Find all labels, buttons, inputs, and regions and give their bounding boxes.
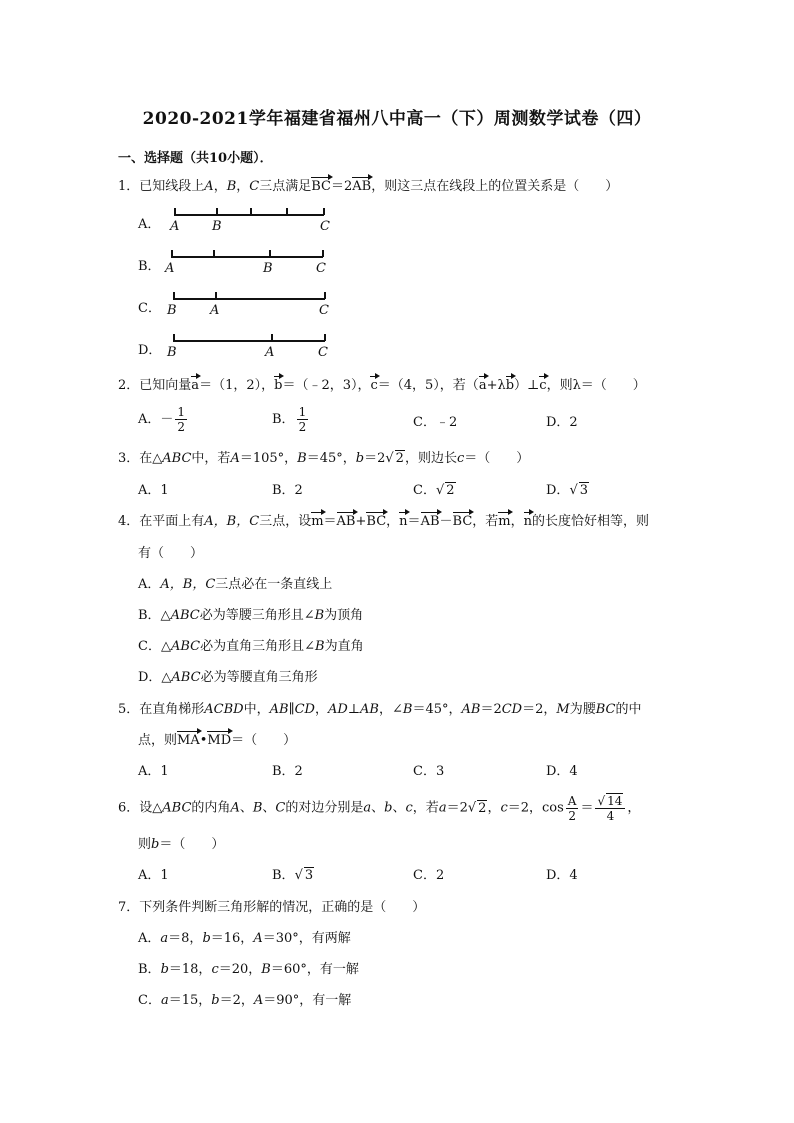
q2-option-d: D．2 [546, 415, 578, 430]
q3-option-b: B．2 [272, 483, 303, 498]
q7-option-a: A．a＝8，b＝16，A＝30°，有两解 [138, 931, 351, 946]
q5-option-a: A．1 [138, 764, 169, 779]
question-6: 6．设△ABC的内角A、B、C的对边分别是a、b、c，若a＝2√ 2，c＝2，cos $\frac{A}{2}$ ＝ $\frac{√ 14}{4}$ ， [118, 793, 641, 823]
q4-option-b: B．△ABC必为等腰三角形且∠B为顶角 [138, 608, 364, 623]
q6-option-d: D．4 [546, 868, 578, 883]
q6-option-a: A．1 [138, 868, 169, 883]
q1-option-d-diagram [167, 331, 337, 361]
question-4: 4．在平面上有A，B，C三点，设m＝AB+BC，n＝AB－BC，若m，n的长度恰好相等，则 [118, 514, 650, 529]
q2-option-a: A．－ $\frac{1}{2}$ [138, 405, 186, 434]
q3-option-a: A．1 [138, 483, 169, 498]
question-2: 2．已知向量a＝（1，2），b＝（﹣2，3），c＝（4，5），若（a+λb）⊥c，则λ＝（ ） [118, 378, 646, 393]
q1-option-c-label: C． [138, 301, 161, 316]
point-label: A [210, 303, 220, 318]
q1-option-b-diagram [165, 247, 335, 277]
point-label: B [263, 261, 273, 276]
point-label: C [318, 345, 328, 360]
point-label: C [316, 261, 326, 276]
point-label: A [165, 261, 175, 276]
vector-ab: AB [352, 179, 372, 194]
q3-option-c: C．√ 2 [413, 483, 455, 498]
q6-option-c: C．2 [413, 868, 445, 883]
q4-option-a: A．A，B，C三点必在一条直线上 [138, 577, 333, 592]
q5-option-c: C．3 [413, 764, 445, 779]
q7-option-c: C．a＝15，b＝2，A＝90°，有一解 [138, 993, 352, 1008]
point-label: C [320, 219, 330, 234]
q6-option-b: B．√ 3 [272, 868, 314, 883]
point-label: B [167, 345, 177, 360]
q1-option-a-label: A． [138, 217, 161, 232]
point-label: A [170, 219, 180, 234]
q3-option-d: D．√ 3 [546, 483, 589, 498]
point-label: B [212, 219, 222, 234]
q1-option-c-diagram [167, 289, 337, 319]
point-label: A [265, 345, 275, 360]
q7-option-b: B．b＝18，c＝20，B＝60°，有一解 [138, 962, 359, 977]
section-heading: 一、选择题（共10小题）． [118, 151, 273, 166]
question-7: 7．下列条件判断三角形解的情况，正确的是（ ） [118, 900, 426, 915]
q1-option-d-label: D． [138, 343, 162, 358]
question-1: 1．已知线段上A，B，C三点满足BC＝2AB，则这三点在线段上的位置关系是（ ） [118, 179, 619, 194]
q1-option-a-diagram [170, 205, 335, 235]
question-5-line-2: 点，则MA•MD＝（ ） [138, 733, 297, 748]
page-title: 2020-2021学年福建省福州八中高一（下）周测数学试卷（四） [142, 109, 652, 129]
q5-option-b: B．2 [272, 764, 303, 779]
question-6-line-2: 则b＝（ ） [138, 837, 225, 852]
question-5: 5．在直角梯形ACBD中，AB∥CD，AD⊥AB，∠B＝45°，AB＝2CD＝2，M为腰BC的中 [118, 702, 642, 717]
question-3: 3．在△ABC中，若A＝105°，B＝45°，b＝2√ 2，则边长c＝（ ） [118, 451, 530, 466]
q2-option-c: C．﹣2 [413, 415, 458, 430]
q2-option-b: B． $\frac{1}{2}$ [272, 405, 307, 434]
vector-bc: BC [311, 179, 331, 194]
point-label: C [319, 303, 329, 318]
question-4-line-2: 有（ ） [138, 546, 204, 561]
q4-option-d: D．△ABC必为等腰直角三角形 [138, 670, 318, 685]
point-label: B [167, 303, 177, 318]
q5-option-d: D．4 [546, 764, 578, 779]
q1-option-b-label: B． [138, 259, 161, 274]
q4-option-c: C．△ABC必为直角三角形且∠B为直角 [138, 639, 364, 654]
